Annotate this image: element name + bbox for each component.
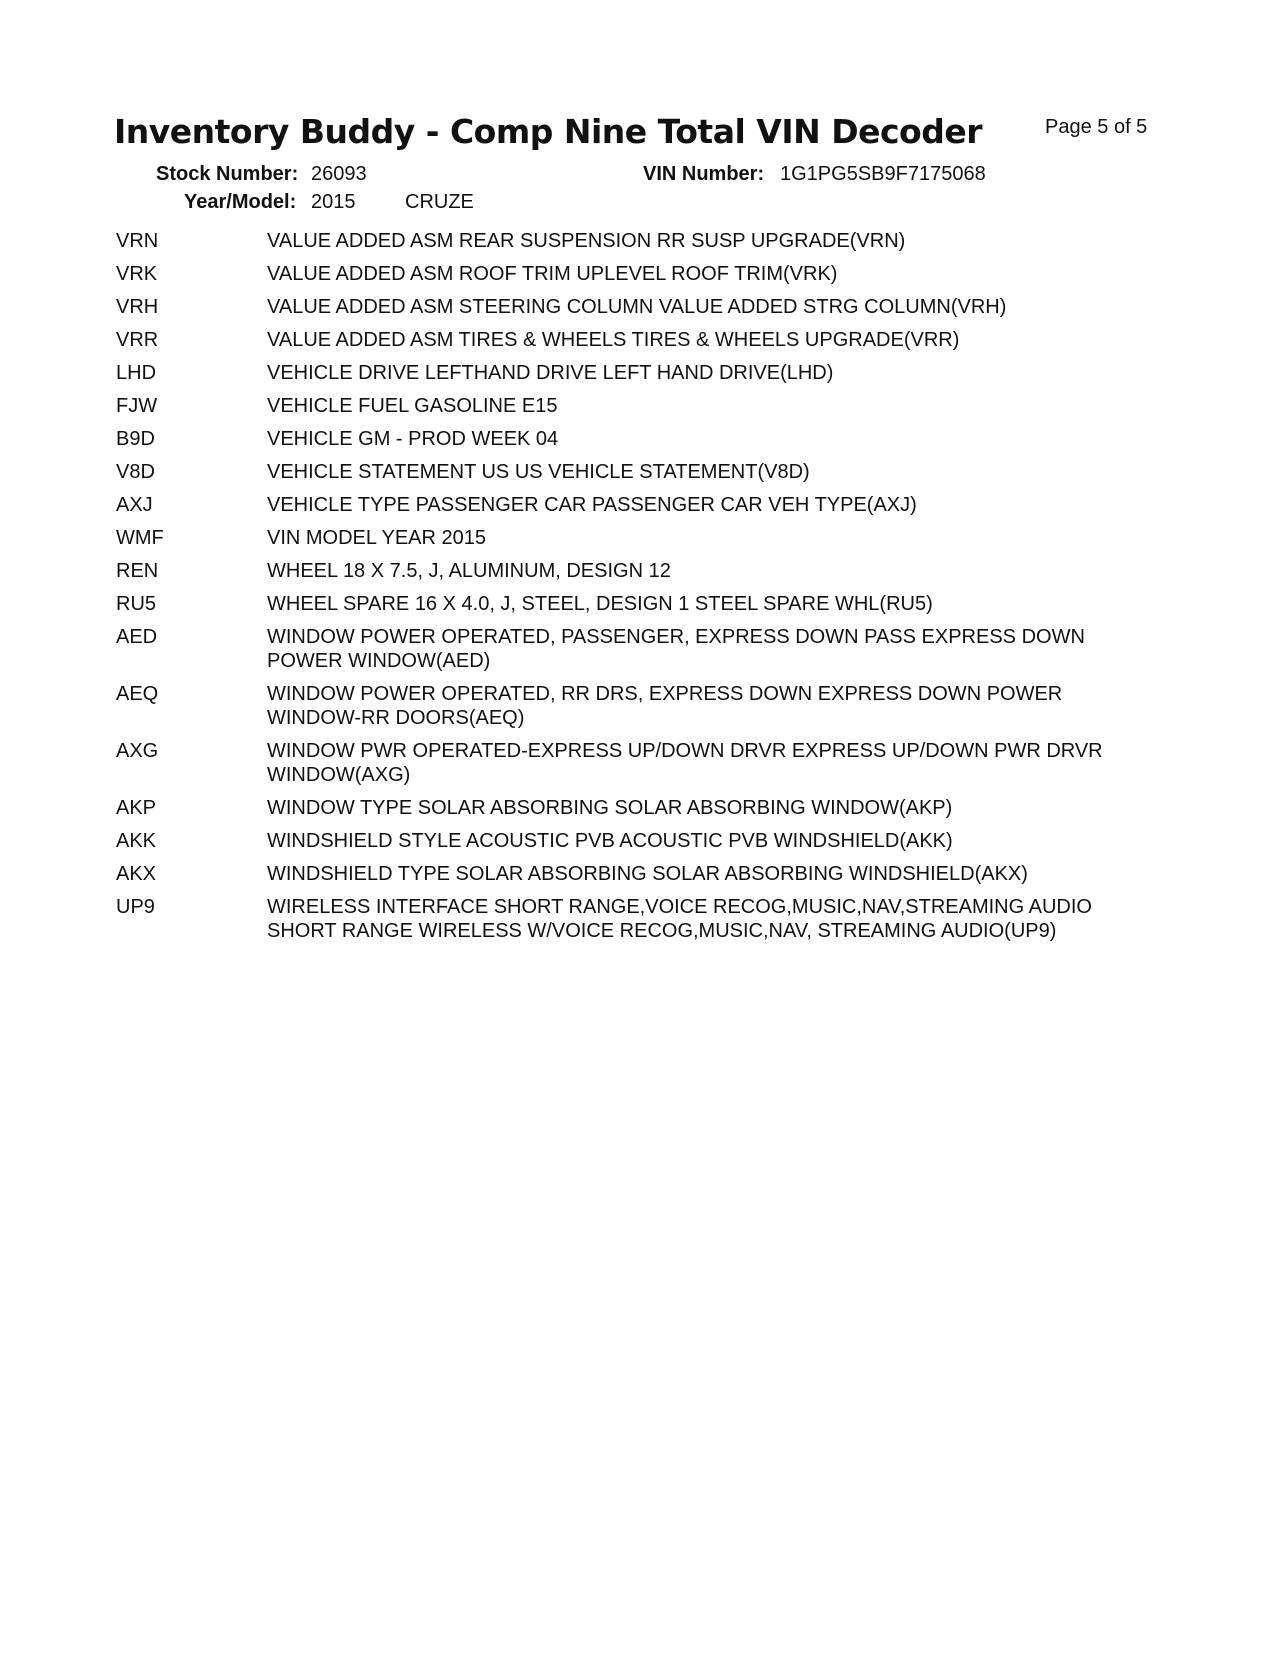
option-row <box>116 829 1166 853</box>
option-code: VRR <box>116 329 159 351</box>
option-code: B9D <box>116 428 155 450</box>
option-row <box>116 559 1166 583</box>
option-row <box>116 262 1166 286</box>
option-description: VEHICLE DRIVE LEFTHAND DRIVE LEFT HAND DRIVE(LHD) <box>267 362 834 384</box>
option-row <box>116 526 1166 550</box>
year-value: 2015 <box>311 191 356 213</box>
option-row <box>116 394 1166 418</box>
option-code: V8D <box>116 461 155 483</box>
option-code: AED <box>116 626 158 648</box>
option-row <box>116 427 1166 451</box>
option-description: WINDOW POWER OPERATED, PASSENGER, EXPRESS DOWN PASS EXPRESS DOWN POWER WINDOW(AED) <box>267 626 1085 672</box>
model-value: CRUZE <box>405 191 474 213</box>
option-row <box>116 592 1166 616</box>
option-code: LHD <box>116 362 157 384</box>
page-number: Page 5 of 5 <box>1045 116 1148 138</box>
option-description: VALUE ADDED ASM TIRES & WHEELS TIRES & WHEELS UPGRADE(VRR) <box>267 329 960 351</box>
option-code: VRH <box>116 296 159 318</box>
option-code-list <box>116 229 1166 952</box>
option-row <box>116 295 1166 319</box>
stock-number-value: 26093 <box>311 163 367 185</box>
option-code: AXJ <box>116 494 153 516</box>
option-row <box>116 229 1166 253</box>
option-description: VALUE ADDED ASM REAR SUSPENSION RR SUSP UPGRADE(VRN) <box>267 230 906 252</box>
option-code: WMF <box>116 527 164 549</box>
option-row <box>116 361 1166 385</box>
option-description: WINDOW TYPE SOLAR ABSORBING SOLAR ABSORBING WINDOW(AKP) <box>267 797 953 819</box>
option-description: WIRELESS INTERFACE SHORT RANGE,VOICE RECOG,MUSIC,NAV,STREAMING AUDIO SHORT RANGE WIRELESS W/VOICE RECOG,MUSIC,NAV, STREAMING AUDIO(UP9) <box>267 896 1092 942</box>
option-code: AKK <box>116 830 157 852</box>
option-row <box>116 796 1166 820</box>
option-row <box>116 895 1166 943</box>
option-description: WINDOW POWER OPERATED, RR DRS, EXPRESS DOWN EXPRESS DOWN POWER WINDOW-RR DOORS(AEQ) <box>267 683 1063 729</box>
stock-number-label: Stock Number: <box>156 163 299 185</box>
vin-number-label: VIN Number: <box>643 163 765 185</box>
option-code: UP9 <box>116 896 155 918</box>
page-title: Inventory Buddy - Comp Nine Total VIN Decoder <box>114 112 982 151</box>
option-code: RU5 <box>116 593 157 615</box>
option-code: REN <box>116 560 159 582</box>
option-code: VRK <box>116 263 158 285</box>
option-row <box>116 625 1166 673</box>
option-description: WINDOW PWR OPERATED-EXPRESS UP/DOWN DRVR EXPRESS UP/DOWN PWR DRVR WINDOW(AXG) <box>267 740 1103 786</box>
option-description: VALUE ADDED ASM ROOF TRIM UPLEVEL ROOF TRIM(VRK) <box>267 263 838 285</box>
option-row <box>116 862 1166 886</box>
option-row <box>116 682 1166 730</box>
option-description: VEHICLE STATEMENT US US VEHICLE STATEMENT(V8D) <box>267 461 810 483</box>
option-description: VEHICLE FUEL GASOLINE E15 <box>267 395 558 417</box>
option-description: VIN MODEL YEAR 2015 <box>267 527 486 549</box>
option-description: WINDSHIELD STYLE ACOUSTIC PVB ACOUSTIC PVB WINDSHIELD(AKK) <box>267 830 953 852</box>
vin-number-value: 1G1PG5SB9F7175068 <box>780 163 986 185</box>
option-description: VEHICLE TYPE PASSENGER CAR PASSENGER CAR VEH TYPE(AXJ) <box>267 494 917 516</box>
option-row <box>116 460 1166 484</box>
option-code: VRN <box>116 230 159 252</box>
option-row <box>116 328 1166 352</box>
option-description: VEHICLE GM - PROD WEEK 04 <box>267 428 559 450</box>
option-description: VALUE ADDED ASM STEERING COLUMN VALUE ADDED STRG COLUMN(VRH) <box>267 296 1007 318</box>
option-row <box>116 493 1166 517</box>
option-description: WINDSHIELD TYPE SOLAR ABSORBING SOLAR ABSORBING WINDSHIELD(AKX) <box>267 863 1028 885</box>
option-description: WHEEL 18 X 7.5, J, ALUMINUM, DESIGN 12 <box>267 560 671 582</box>
option-code: FJW <box>116 395 158 417</box>
option-code: AXG <box>116 740 159 762</box>
year-model-label: Year/Model: <box>184 191 297 213</box>
option-code: AEQ <box>116 683 159 705</box>
option-row <box>116 739 1166 787</box>
option-description: WHEEL SPARE 16 X 4.0, J, STEEL, DESIGN 1 STEEL SPARE WHL(RU5) <box>267 593 933 615</box>
option-code: AKP <box>116 797 157 819</box>
option-code: AKX <box>116 863 157 885</box>
